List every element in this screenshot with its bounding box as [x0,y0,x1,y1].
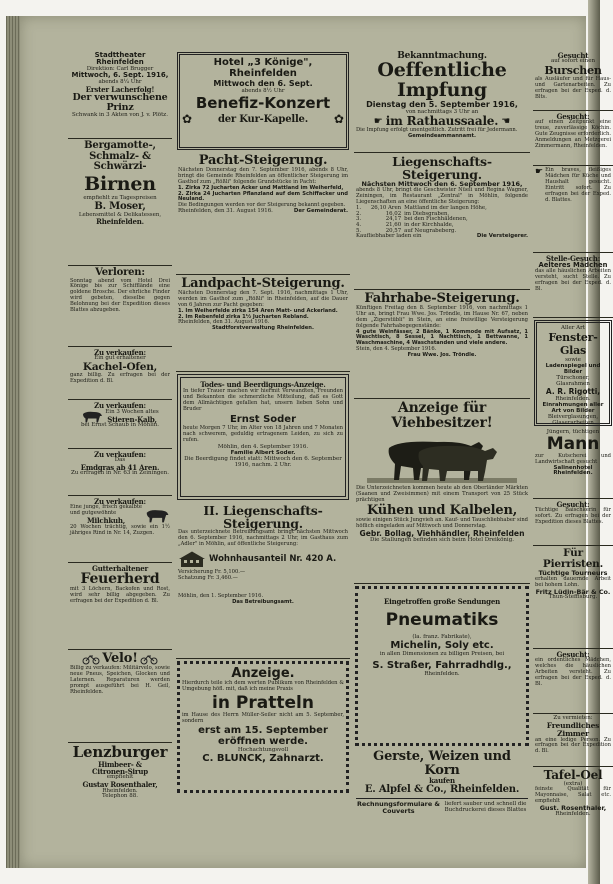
parcel-cell: in der Kirchhalde, [404,221,454,228]
ad-oeffentliche-impfung: Bekanntmachung. Oeffentliche Impfung Dienstag den 5. September 1916, von nachmittags 3 Uhr an ☛ im Rathaussaale. ☚ Die Impfung erfolgt unentgeltlich. Zutritt frei für Jedermann. Gemeindeammannamt. [354,50,530,153]
liegenschaft-headline: Liegenschafts-Steigerung. [392,154,492,183]
parcel-cell: 26,10 Aren [370,204,402,211]
column-1 [68,50,172,857]
pratteln-headline: in Pratteln [212,692,314,713]
ad-gesucht-maedchen: ☛ Ein braves, fleißiges Mädchen für Küche und Haushalt gesucht. Eintritt sofort. Zu erfragen bei der Exped. d. Blattes. [533,166,613,253]
theater-play: Der verwunschene Prinz [72,91,168,113]
ad-pneumatiks: Eingetroffen große Sendungen Pneumatiks (la. franz. Fabrikate), Michelin, Soly etc. in allen Dimensionen zu billigen Preisen, bei S. Straßer, Fahrradhdlg., Rheinfelden. [355,586,529,746]
ad-liegenschafts-steigerung: Liegenschafts-Steigerung. Nächsten Mittwoch den 6. September 1916, abends 8 Uhr, bringt die Geschwister Nüeli und Regina Wagner, Zeiningen, im Restaurant „Zentral" in Möhlin, folgende Liegenschaften an eine öffentliche Steigerung: 1. 26,10 Aren Mattland im der langen Höhe, 2. 16,02 im Diebsgraben, 3. 24,17 bei den Fischhäldenen, 4. 21,60 in der Kirchhalde, 5. 20,57 auf Neugrabeberg. Kaufliebhaber laden ein Die Versteigerer. [354,153,530,290]
parcel-cell: 2. [356,210,362,217]
ad-stierenkalb: Zu verkaufen: Ein 3 Wochen altes Stieren-Kalb, bei Ernst Schaub in Möhlin. [68,400,172,449]
ad-verloren: Verloren: Sonntag abend vom Hotel Drei Könige bis zur Schifflände eine goldene Brosche. Der ehrliche Finder wird gebeten, dieselbe gegen Belohnung bei der Expedition dieses Blattes abzugeben. [68,266,172,347]
parcel-cell: 21,60 [385,221,402,228]
birnen-headline: Birnen [84,172,156,195]
calf-icon [81,409,103,423]
parcel-cell: 20,57 [385,227,402,234]
parcel-cell: 4. [356,221,362,228]
pacht-headline: Pacht-Steigerung. [198,153,328,168]
hotel-title: Hotel „3 Könige", Rheinfelden [213,57,313,79]
ad-viehbesitzer: Anzeige für Viehbesitzer! Die Unterzeichneten kommen heute ab den Oberländer Märkten (Saanen und Zweisimmen) mit einem Transport von 25 Stück prächtigen Kühen und Kalbelen, sowie einigen Stück Jungvieh an. Kauf- und Tauschliebhaber sind höflich eingeladen auf Mittwoch und Donnerstag. Gebr. Bollag, Viehhändler, Rheinfelden Die Stallungen befinden sich beim Hotel Dreikönig. [354,399,530,584]
newspaper-page [20,16,611,868]
strasser-name: S. Straßer, Fahrradhdlg., [372,660,512,671]
ad-hotel-drei-koenige: Hotel „3 Könige", Rheinfelden Mittwoch den 6. Sept. abends 8½ Uhr Benefiz-Konzert ✿ der Kur-Kapelle. ✿ [177,52,349,150]
ad-gesucht-maedchen-2: Gesucht: ein ordentliches Mädchen, welches die häuslichen Arbeiten versteht. Zu erfragen bei der Exped. d. Bl. [533,649,613,714]
ad-fahrhabe-steigerung: Fahrhabe-Steigerung. Künftigen Freitag den 8. September 1916, von nachmittags 1 Uhr an, bringt Frau Wwe. Jos. Tröndle, im Hause Nr. 67, neben dem „Zigerstübli" in Stein, an eine freiwillige Versteigerung folgende Fahrhabegegenstände: 4 gute Weinfässer, 2 Bänke, 1 Kommode mit Aufsatz, 1 Waschtisch, 8 Sessel, 1 Nachttisch, 1 Bettwanne, 1 Waschmaschine, 4 Waschstanden und viele andere. Stein, den 4. September 1916. Frau Wwe. Jos. Tröndle. [354,290,530,399]
ad-gesucht-baischkerin: Gesucht: Tüchtige Baischkerin für sofort. Zu erfragen bei der Expedition dieses Blattes. [533,499,613,546]
parcel-cell: im Diebsgraben, [404,210,450,217]
cattle-illustration [367,432,517,484]
ad-milchkuh: Zu verkaufen: Eine junge, frisch gekalbte und gutgewöhnte Milchkuh, 20 Wochen trächtig, sowie ein 1½ jähriges Rind in Nr. 14, Zuzgen. [68,496,172,563]
column-3 [354,50,530,828]
column-2 [176,50,350,795]
emblem-left-icon: ✿ [182,112,193,126]
ad-zahnarzt-pratteln: Anzeige. Hierdurch teile ich dem werten Publikum von Rheinfelden & Umgebung höfl. mit, daß ich meine Praxis in Pratteln im Hause des Herrn Müller-Seiler nicht am 5. September, sondern erst am 15. September eröffnen werde. Hochachtungsvoll C. BLUNCK, Zahnarzt. [177,661,349,793]
parcel-cell: 24,17 [385,216,402,223]
liegenschaft2-headline: II. Liegenschafts-Steigerung. [203,503,323,532]
ad-pierristen: Für Pierristen. Tüchtige Tourneurs erhalten dauernde Arbeit bei hohem Lohn. Fritz Lüdin-Bär & Co. Thun-Steffisburg. [533,546,613,649]
landpacht-headline: Landpacht-Steigerung. [181,276,345,291]
pointing-hand-left-icon: ☚ [501,115,511,127]
ad-birnen: Bergamotte-, Schmalz- & Schwärzi- Birnen empfiehlt zu Tagespreisen B. Moser, Lebensmittel & Delikatessen, Rheinfelden. [68,139,172,266]
pneumatiks-headline: Pneumatiks [385,610,499,630]
ad-feuerherd: Gutterhaltener Feuerherd mit 3 Löchern, Backofen und Rost, wird sehr billig abgegeben. Zu erfragen bei der Expedition d. Bl. [68,563,172,650]
ad-tafel-oel: Tafel-Oel (extra) feinste Qualität für Mayonnaise, Salat etc. empfiehlt Gust. Rosenthaler, Rheinfelden. [535,768,611,817]
bicycle-icon [82,653,100,665]
lenzburger-headline: Lenzburger [72,743,168,761]
ad-fenster-glas: Aller Art Fenster-Glas sowie Ladenspiegel und Bilder Türschoner, Glasrahmen A. R. Rigotti, Rheinfelden. Einrahmungen aller Art von Bilder Bleiverglasungen, Glaserarbeiten [534,320,612,426]
ad-todesanzeige: Todes- und Beerdigungs-Anzeige. In tiefer Trauer machen wir hiermit Verwandten, Freunden und Bekannten die schmerzliche Mitteilung, daß es Gott dem Allmächtigen gefallen hat, unsern lieben Sohn und Bruder Ernst Soder heute Morgen 7 Uhr, im Alter von 18 Jahren und 7 Monaten nach schwerem, geduldig ertragenem Leiden, zu sich zu rufen. Möhlin, den 4. September 1916. Familie Albert Soder. Die Beerdigung findet statt: Mittwoch den 6. September 1916, nachm. 2 Uhr. [177,374,349,500]
emblem-right-icon: ✿ [333,112,344,126]
ad-mann-gesucht: Jüngern, tüchtigen Mann zur Kutscherei und Landwirtschaft gesucht Salinenhotel Rheinfelden. [533,428,613,499]
ad-stelle-gesuch: Stelle-Gesuch: Aelteres Mädchen das alle häuslichen Arbeiten versteht, sucht Stelle. Zu erfragen bei der Exped. d. Bl. [533,253,613,318]
ad-landpacht-steigerung: Landpacht-Steigerung. Nächsten Donnerstag den 7. Sept. 1916, nachmittags 1 Uhr, werden im Gasthof zum „Rößli" in Rheinfelden, auf die Dauer von 6 Jahren zur Pacht gegeben: 1. Im Weiherfelde zirka 154 Aren Matt- und Ackerland. 2. Im Rebenfeld zirka 1½ Jucharten Rebland. Rheinfelden, den 31. August 1916. Stadtforstverwaltung Rheinfelden. [176,275,350,372]
dentist-name: C. BLUNCK, Zahnarzt. [202,752,324,764]
parcel-cell: 1. [356,204,362,211]
vieh-headline: Anzeige für Viehbesitzer! [391,400,493,431]
konzert-headline: Benefiz-Konzert [195,94,331,112]
gerste-headline: Gerste, Weizen und Korn [373,749,511,778]
pointing-hand-right-icon: ☛ [373,115,383,127]
parcel-cell: 3. [356,216,362,223]
ad-gesucht-koechin: Gesucht: auf einen Zeitpunkt eine treue, zuverlässige Köchin. Gute Zeugnisse erforderlich. Anmeldungen an Metzgerei Zimmermann, Rheinfelden. [533,111,613,166]
parcel-cell: bei den Fischhäldenen, [404,216,468,223]
parcel-cell: 16,02 [385,210,402,217]
cow-icon [144,507,170,523]
ad-kachelofen: Zu verkaufen: Ein gut erhaltener Kachel-Ofen, ganz billig. Zu erfragen bei der Expedition d. Bl. [68,347,172,400]
bicycle-icon [140,653,158,665]
house-icon [178,550,206,568]
column-4 [533,50,613,859]
parcel-list [356,206,528,234]
impfung-headline: Oeffentliche Impfung [377,59,507,102]
ad-gesucht-burschen: Gesucht auf sofort einen Burschen als Ausläufer und für Haus- und Gartenarbeiten. Zu erfragen bei der Exped. d. Blts. [533,50,613,111]
book-page-edges [6,16,20,868]
ad-liegenschafts-steigerung-2: II. Liegenschafts-Steigerung. Das unterzeichnete Betreibungsamt bringt nächsten Mittwoch den 6. September 1916, nachmittags 2 Uhr, im Gasthaus zum „Adler" in Möhlin, auf öffentliche Steigerung: Wohnhausanteil Nr. 420 A. Versicherung Fr. 5,100.— Schatzung Fr. 3,460.— Möhlin, den 1. September 1916. Das Betreibungsamt. [176,502,350,659]
fenster-headline: Fenster-Glas [548,331,598,357]
ad-emdgras: Zu verkaufen: Das Emdgras ab 41 Aren. Zu erfragen in Nr. 63 in Zeiningen. [68,449,172,496]
theater-title: Stadttheater Rheinfelden [94,51,146,67]
parcel-cell: auf Neugrabeberg. [404,227,457,234]
feuerherd-headline: Feuerherd [80,571,160,588]
ad-gerste-weizen-korn: Gerste, Weizen und Korn kaufen E. Alpfel & Co., Rheinfelden. Rechnungsformulare & Couverts liefert sauber und schnell die Buchdruckerei dieses Blattes [357,749,527,815]
ad-stadttheater: Stadttheater Rheinfelden Direktion: Carl Brugger Mittwoch, 6. Sept. 1916, abends 8¼ Uhr Erster Lacherfolg! Der verwunschene Prinz Schwank in 3 Akten von J. v. Plötz. [68,50,172,139]
ad-lenzburger: Lenzburger Himbeer- & Citronen-Sirup empfiehlt Gustav Rosenthaler, Rheinfelden. Telephon 88. [68,743,172,857]
bollag-firm: Gebr. Bollag, Viehhändler, Rheinfelden [359,528,525,538]
deceased-name: Ernst Soder [229,413,297,425]
parcel-cell: 5. [356,227,362,234]
ad-zimmer-zu-vermieten: Zu vermieten: Freundliches Zimmer an eine ledige Person. Zu erfragen bei der Expedition d. Bl. [533,714,613,767]
pointing-hand-icon: ☛ [535,167,544,177]
parcel-cell: Mattland im der langen Höhe, [404,204,487,211]
tafel-oel-headline: Tafel-Oel [543,768,603,782]
mann-headline: Mann [546,433,600,454]
fahrhabe-headline: Fahrhabe-Steigerung. [364,291,520,306]
ad-pacht-steigerung: Pacht-Steigerung. Nächsten Donnerstag den 7. September 1916, abends 8 Uhr, bringt die Gemeinde Rheinfelden an öffentlicher Steigerung im Gasthof zum „Rößli" folgende Grundstücke in Pacht: 1. Zirka 72 Jucharten Acker und Mattland im Weiherfeld, 2. Zirka 24 Jucharten Pflanzland auf dem Schiffacker und Neuland. Die Bedingungen werden vor der Steigerung bekannt gegeben. Rheinfelden, den 31. August 1916. Der Gemeinderat. [176,152,350,275]
ad-velo: Velo! Billig zu verkaufen: Militärvelo, sowie neue Pneus, Speichen, Glocken und Laternen. Reparaturen werden prompt ausgeführt bei H. Geil, Rheinfelden. [68,650,172,743]
pierristen-headline: Für Pierristen. [542,547,604,571]
